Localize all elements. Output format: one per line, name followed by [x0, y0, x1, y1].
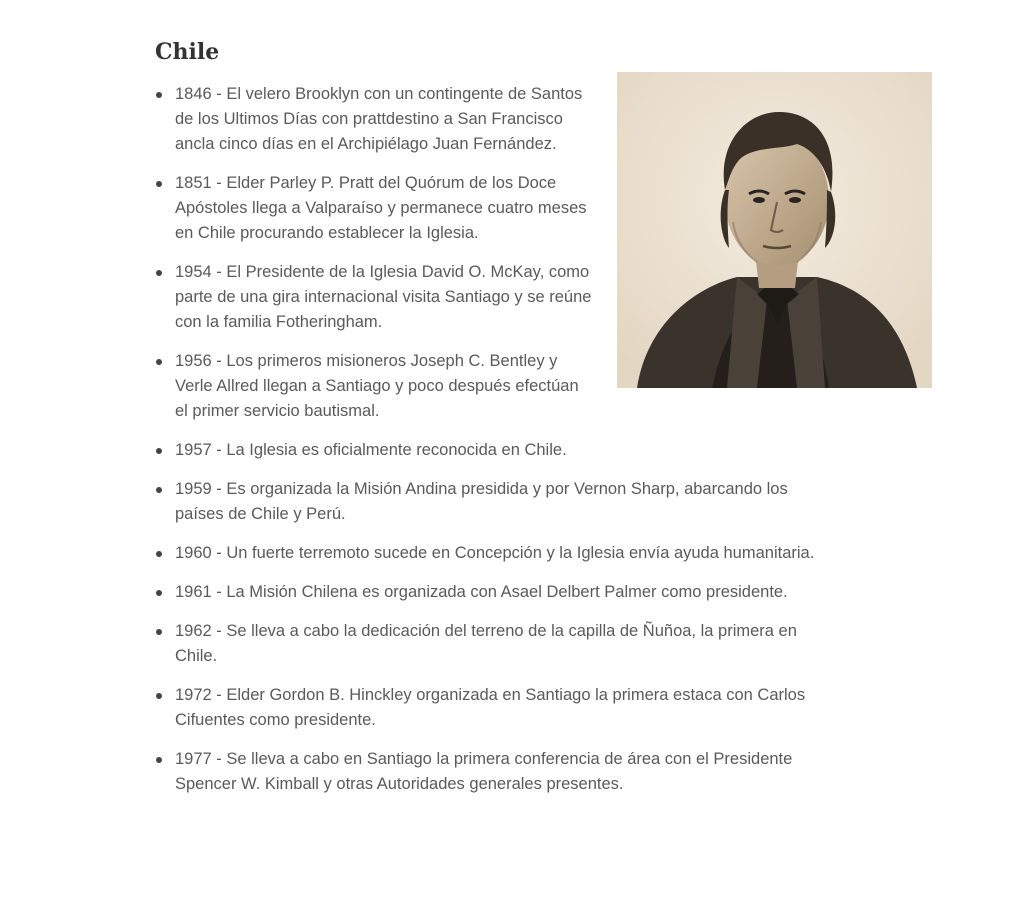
bullet-icon [156, 693, 162, 699]
bullet-icon [156, 590, 162, 596]
list-item-text: 1851 - Elder Parley P. Pratt del Quórum de los Doce Apóstoles llega a Valparaíso y permanece cuatro meses en Chile procurando establecer la Iglesia. [175, 174, 587, 242]
list-item [155, 747, 815, 797]
list-item-text: 1957 - La Iglesia es oficialmente reconocida en Chile. [175, 441, 567, 459]
list-item-text: 1960 - Un fuerte terremoto sucede en Concepción y la Iglesia envía ayuda humanitaria. [175, 544, 815, 562]
bullet-icon [156, 270, 162, 276]
list-item [155, 619, 815, 669]
bullet-icon [156, 448, 162, 454]
list-item-text: 1959 - Es organizada la Misión Andina presidida y por Vernon Sharp, abarcando los países de Chile y Perú. [175, 480, 788, 523]
list-item [155, 171, 595, 246]
bullet-icon [156, 181, 162, 187]
bullet-icon [156, 551, 162, 557]
list-item [155, 541, 815, 566]
list-item-text: 1961 - La Misión Chilena es organizada con Asael Delbert Palmer como presidente. [175, 583, 788, 601]
list-item [155, 260, 595, 335]
list-item [155, 477, 815, 527]
list-item-text: 1956 - Los primeros misioneros Joseph C. Bentley y Verle Allred llegan a Santiago y poco después efectúan el primer servicio bautismal. [175, 352, 579, 420]
list-item [155, 438, 815, 463]
portrait-image [617, 72, 932, 388]
list-item [155, 580, 815, 605]
list-item [155, 82, 595, 157]
list-item-text: 1846 - El velero Brooklyn con un contingente de Santos de los Ultimos Días con prattdestino a San Francisco ancla cinco días en el Archipiélago Juan Fernández. [175, 85, 583, 153]
portrait-engraving-icon [617, 72, 932, 388]
list-item [155, 349, 595, 424]
bullet-icon [156, 629, 162, 635]
bullet-icon [156, 757, 162, 763]
bullet-icon [156, 359, 162, 365]
bullet-icon [156, 92, 162, 98]
list-item [155, 683, 815, 733]
list-item-text: 1972 - Elder Gordon B. Hinckley organizada en Santiago la primera estaca con Carlos Cifuentes como presidente. [175, 686, 806, 729]
list-item-text: 1977 - Se lleva a cabo en Santiago la primera conferencia de área con el Presidente Spencer W. Kimball y otras Autoridades generales presentes. [175, 750, 793, 793]
list-item-text: 1954 - El Presidente de la Iglesia David O. McKay, como parte de una gira internacional visita Santiago y se reúne con la familia Fotheringham. [175, 263, 592, 331]
list-item-text: 1962 - Se lleva a cabo la dedicación del terreno de la capilla de Ñuñoa, la primera en Chile. [175, 622, 797, 665]
page-title: Chile [155, 39, 220, 65]
bullet-icon [156, 487, 162, 493]
